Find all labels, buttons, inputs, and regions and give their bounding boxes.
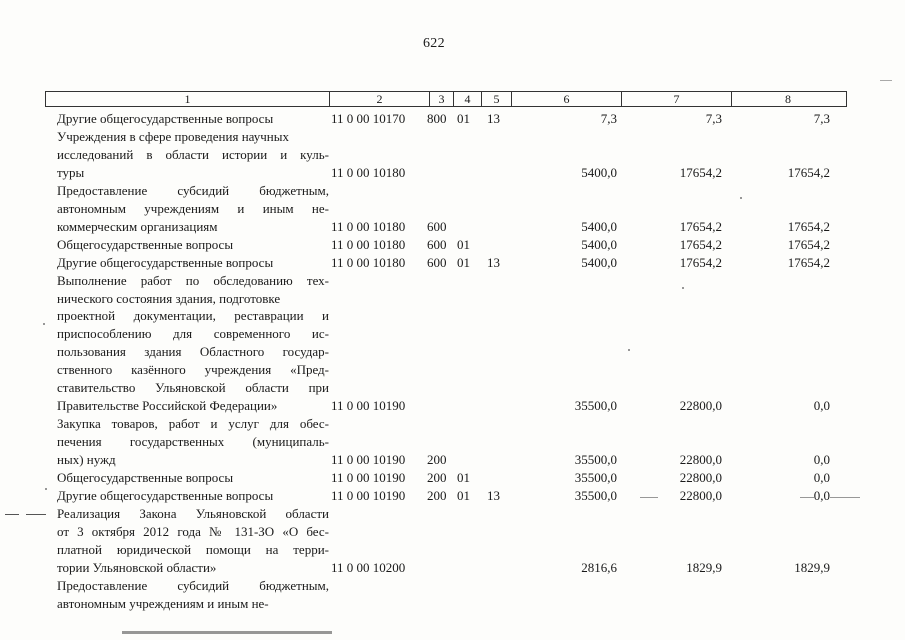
cell-col-1: тории Ульяновской области» (57, 559, 217, 575)
cell-col-1: пользования здания Областного государ- (57, 344, 329, 360)
cell-col-6: 35500,0 (574, 398, 617, 414)
cell-col-8: 0,0 (813, 452, 830, 468)
table-row (0, 272, 905, 289)
scan-footer-rule (122, 631, 332, 634)
cell-col-1: Другие общегосударственные вопросы (57, 254, 274, 270)
table-row (0, 397, 905, 414)
cell-col-3: 600 (427, 218, 447, 234)
cell-col-4: 01 (457, 254, 470, 270)
header-col-4: 4 (454, 92, 482, 106)
cell-col-2: 11 0 00 10190 (331, 452, 406, 468)
cell-col-5: 13 (487, 487, 500, 503)
table-row (0, 218, 905, 235)
cell-col-1: ных) нужд (57, 452, 116, 468)
cell-col-2: 11 0 00 10180 (331, 164, 406, 180)
cell-col-1: Другие общегосударственные вопросы (57, 487, 274, 503)
cell-col-8: 0,0 (813, 470, 830, 485)
cell-col-3: 800 (427, 111, 447, 126)
cell-col-6: 5400,0 (581, 218, 617, 234)
table-row (0, 146, 905, 163)
cell-col-1: автономным учреждениям и иным не- (57, 595, 269, 611)
header-col-8: 8 (785, 92, 791, 106)
cell-col-7: 22800,0 (679, 487, 722, 503)
table-row (0, 559, 905, 576)
cell-col-4: 01 (457, 111, 470, 126)
cell-col-8: 0,0 (813, 487, 830, 503)
cell-col-7: 17654,2 (679, 164, 722, 180)
cell-col-7: 7,3 (705, 111, 722, 126)
cell-col-2: 11 0 00 10190 (331, 487, 406, 503)
cell-col-8: 1829,9 (794, 559, 830, 575)
cell-col-1: приспособлению для современного ис- (57, 326, 329, 342)
cell-col-6: 35500,0 (574, 470, 617, 485)
header-col-7: 7 (622, 92, 732, 106)
table-row (0, 254, 905, 271)
scan-dash (830, 497, 860, 498)
cell-col-4: 01 (457, 487, 470, 503)
table-row (0, 325, 905, 342)
table-row (0, 469, 905, 486)
scan-dash (880, 80, 892, 81)
table-row (0, 110, 905, 127)
scan-dot (628, 349, 630, 351)
cell-col-2: 11 0 00 10170 (331, 111, 406, 126)
cell-col-1: ставительство Ульяновской области при (57, 380, 329, 396)
cell-col-1: от 3 октября 2012 года № 131-ЗО «О бес- (57, 523, 329, 539)
cell-col-8: 17654,2 (787, 236, 830, 252)
scan-dot (43, 323, 45, 325)
cell-col-2: 11 0 00 10180 (331, 254, 406, 270)
scan-dash (26, 514, 46, 515)
cell-col-2: 11 0 00 10190 (331, 470, 406, 485)
table-row (0, 505, 905, 522)
cell-col-6: 2816,6 (581, 559, 617, 575)
cell-col-8: 0,0 (813, 398, 830, 414)
cell-col-6: 35500,0 (574, 487, 617, 503)
scan-dash (640, 497, 658, 498)
cell-col-1: печения государственных (муниципаль- (57, 434, 329, 450)
cell-col-8: 17654,2 (787, 254, 830, 270)
cell-col-1: Правительстве Российской Федерации» (57, 398, 278, 414)
header-col-5: 5 (482, 92, 512, 106)
cell-col-1: Предоставление субсидий бюджетным, (57, 182, 329, 198)
table-row (0, 200, 905, 217)
cell-col-6: 5400,0 (581, 254, 617, 270)
table-row (0, 379, 905, 396)
scan-dot (740, 197, 742, 199)
cell-col-5: 13 (487, 254, 500, 270)
cell-col-3: 200 (427, 487, 447, 503)
cell-col-1: Другие общегосударственные вопросы (57, 111, 274, 126)
cell-col-1: туры (57, 164, 85, 180)
cell-col-4: 01 (457, 236, 470, 252)
cell-col-1: Предоставление субсидий бюджетным, (57, 577, 329, 593)
table-row (0, 415, 905, 432)
cell-col-2: 11 0 00 10180 (331, 236, 406, 252)
cell-col-7: 22800,0 (679, 470, 722, 485)
cell-col-6: 5400,0 (581, 164, 617, 180)
cell-col-1: Выполнение работ по обследованию тех- (57, 272, 329, 288)
cell-col-1: Учреждения в сфере проведения научных (57, 128, 289, 144)
cell-col-2: 11 0 00 10190 (331, 398, 406, 414)
cell-col-1: нического состояния здания, подготовке (57, 290, 281, 306)
cell-col-6: 35500,0 (574, 452, 617, 468)
scan-dash (5, 514, 19, 515)
cell-col-1: Закупка товаров, работ и услуг для обес- (57, 416, 329, 432)
cell-col-3: 200 (427, 470, 447, 485)
cell-col-3: 600 (427, 236, 447, 252)
cell-col-7: 17654,2 (679, 254, 722, 270)
cell-col-4: 01 (457, 470, 470, 485)
cell-col-7: 22800,0 (679, 452, 722, 468)
table-row (0, 361, 905, 378)
cell-col-2: 11 0 00 10200 (331, 559, 406, 575)
cell-col-7: 22800,0 (679, 398, 722, 414)
scan-dot (45, 488, 47, 490)
cell-col-1: коммерческим организациям (57, 218, 218, 234)
cell-col-5: 13 (487, 111, 500, 126)
page-number: 622 (423, 36, 445, 51)
table-row (0, 128, 905, 145)
cell-col-1: ственного казённого учреждения «Пред- (57, 362, 329, 378)
cell-col-1: платной юридической помощи на терри- (57, 541, 329, 557)
table-row (0, 433, 905, 450)
cell-col-1: Общегосударственные вопросы (57, 236, 234, 252)
scan-dot (682, 287, 684, 289)
table-row (0, 541, 905, 558)
table-row (0, 236, 905, 253)
header-col-3: 3 (430, 92, 454, 106)
cell-col-7: 17654,2 (679, 236, 722, 252)
table-row (0, 307, 905, 324)
table-row (0, 164, 905, 181)
cell-col-1: исследований в области истории и куль- (57, 146, 329, 162)
cell-col-6: 5400,0 (581, 236, 617, 252)
cell-col-3: 600 (427, 254, 447, 270)
header-col-2: 2 (330, 92, 430, 106)
table-row (0, 577, 905, 594)
header-col-1: 1 (46, 92, 330, 106)
cell-col-8: 7,3 (813, 111, 830, 126)
header-col-6: 6 (512, 92, 622, 106)
table-row (0, 451, 905, 468)
cell-col-7: 1829,9 (686, 559, 722, 575)
table-row (0, 182, 905, 199)
table-row (0, 487, 905, 504)
cell-col-2: 11 0 00 10180 (331, 218, 406, 234)
scan-dash (800, 497, 814, 498)
table-row (0, 595, 905, 612)
cell-col-3: 200 (427, 452, 447, 468)
cell-col-8: 17654,2 (787, 164, 830, 180)
table-row (0, 343, 905, 360)
cell-col-8: 17654,2 (787, 218, 830, 234)
cell-col-1: Реализация Закона Ульяновской области (57, 505, 329, 521)
table-row (0, 523, 905, 540)
cell-col-6: 7,3 (600, 111, 617, 126)
table-row (0, 290, 905, 307)
cell-col-1: автономным учреждениям и иным не- (57, 200, 329, 216)
cell-col-1: проектной документации, реставрации и (57, 308, 329, 324)
cell-col-7: 17654,2 (679, 218, 722, 234)
cell-col-1: Общегосударственные вопросы (57, 470, 234, 485)
